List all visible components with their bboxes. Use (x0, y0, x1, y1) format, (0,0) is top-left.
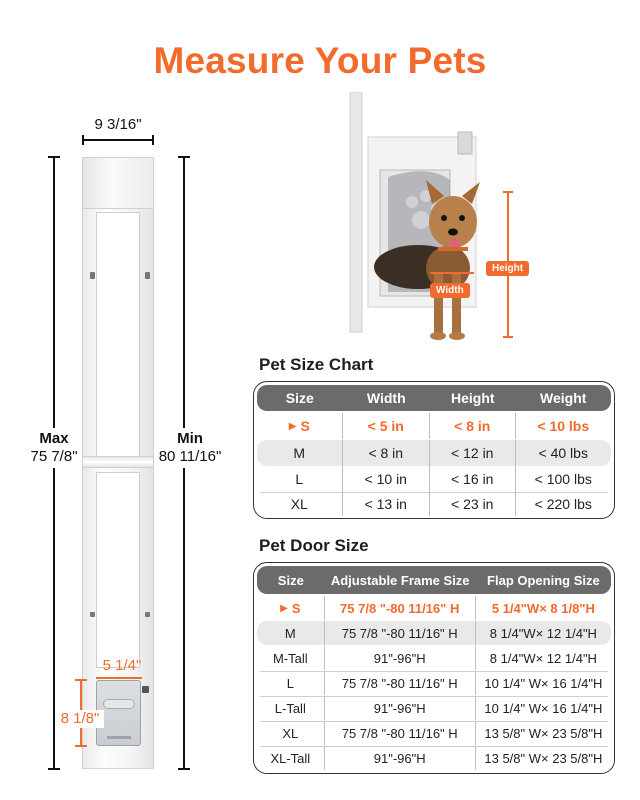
table-row (257, 746, 611, 770)
door-lower-glass (96, 472, 140, 668)
door-screw (90, 612, 95, 617)
table-cell: < 10 in (343, 466, 431, 492)
table-row (257, 466, 611, 492)
top-width-tick-left (82, 135, 84, 145)
max-value: 75 7/8" (30, 448, 78, 465)
table-row (257, 492, 611, 516)
selected-arrow-icon: ▶ (280, 602, 288, 614)
table-cell: 10 1/4" W× 16 1/4"H (484, 700, 603, 716)
header-cell: Size (277, 572, 304, 588)
flap-sticker (107, 736, 131, 739)
table-cell: 75 7/8 "-80 11/16" H (325, 671, 476, 695)
flap-width-line (96, 677, 142, 679)
dog-at-door-illustration (348, 92, 640, 354)
top-width-tick-right (152, 135, 154, 145)
max-tick-bottom (48, 768, 60, 770)
flap-height-tick-bottom (75, 745, 87, 747)
table-cell: < 10 lbs (537, 418, 590, 434)
door-screw (145, 272, 150, 279)
table-cell: M (257, 621, 325, 645)
table-cell: 13 5/8" W× 23 5/8"H (484, 750, 603, 766)
table-cell: 13 5/8" W× 23 5/8"H (484, 725, 603, 741)
table-cell: 8 1/4"W× 12 1/4"H (489, 625, 597, 641)
table-cell: XL (257, 721, 325, 745)
table-cell: XL-Tall (257, 746, 325, 770)
table-cell: 10 1/4" W× 16 1/4"H (484, 675, 603, 691)
table-cell: < 100 lbs (534, 471, 592, 487)
table-cell: 91"-96"H (325, 696, 476, 720)
table-cell: M (257, 440, 343, 466)
table-cell: < 13 in (343, 492, 431, 516)
min-tick-bottom (178, 768, 190, 770)
table-cell: < 16 in (430, 466, 516, 492)
header-cell: Weight (540, 390, 587, 406)
height-badge: Height (486, 261, 529, 276)
dog-photo (348, 92, 640, 354)
table-cell: L-Tall (257, 696, 325, 720)
table-cell: XL (257, 492, 343, 516)
selected-arrow-icon: ▶ (288, 420, 297, 432)
table-cell: < 8 in (430, 413, 516, 439)
table-cell: < 5 in (343, 413, 431, 439)
table-cell: < 12 in (430, 440, 516, 466)
door-header-panel (82, 157, 154, 209)
door-screw (90, 272, 95, 279)
table-row (257, 596, 611, 620)
table-cell: < 8 in (343, 440, 431, 466)
table-cell: < 220 lbs (534, 496, 592, 512)
size-chart-header-row (257, 385, 611, 411)
table-cell: 5 1/4"W× 8 1/8"H (491, 600, 595, 616)
header-cell: Width (366, 390, 406, 406)
table-cell: L (257, 671, 325, 695)
door-size-table (253, 562, 615, 774)
table-cell: 91"-96"H (325, 746, 476, 770)
table-row (257, 671, 611, 695)
table-cell: 8 1/4"W× 12 1/4"H (489, 650, 597, 666)
door-upper-glass (96, 212, 140, 458)
table-row (257, 621, 611, 645)
max-label: Max (39, 430, 69, 447)
flap-latch (142, 686, 149, 693)
door-size-title: Pet Door Size (259, 536, 369, 555)
table-cell: < 23 in (430, 492, 516, 516)
header-cell: Flap Opening Size (487, 572, 600, 588)
table-cell: ▶ S (257, 596, 325, 620)
table-row (257, 413, 611, 439)
top-width-line (82, 139, 154, 141)
table-cell: L (257, 466, 343, 492)
flap-height-label: 8 1/8" (56, 710, 104, 728)
door-mid-rail (82, 456, 154, 468)
table-row (257, 646, 611, 670)
max-tick-top (48, 156, 60, 158)
table-cell: 91"-96"H (325, 646, 476, 670)
door-screw (145, 612, 150, 617)
size-chart-table (253, 381, 615, 519)
table-cell: 75 7/8 "-80 11/16" H (325, 596, 476, 620)
min-value: 80 11/16" (158, 448, 222, 465)
min-dimension (150, 428, 230, 468)
size-chart-title: Pet Size Chart (259, 355, 374, 374)
width-badge: Width (430, 283, 470, 298)
header-cell: Adjustable Frame Size (330, 572, 470, 588)
flap-logo (103, 699, 135, 709)
door-size-header-row (257, 566, 611, 594)
min-tick-top (178, 156, 190, 158)
header-cell: Height (450, 390, 495, 406)
flap-height-tick-top (75, 679, 87, 681)
header-cell: Size (285, 390, 314, 406)
flap-width-label: 5 1/4" (102, 657, 142, 674)
table-row (257, 440, 611, 466)
min-label: Min (177, 430, 203, 447)
table-row (257, 721, 611, 745)
table-cell: 75 7/8 "-80 11/16" H (325, 721, 476, 745)
page-title: Measure Your Pets (153, 40, 487, 81)
table-cell: ▶ S (257, 413, 343, 439)
table-cell: < 40 lbs (538, 445, 588, 461)
table-row (257, 696, 611, 720)
table-cell: M-Tall (257, 646, 325, 670)
top-width-label: 9 3/16" (94, 116, 142, 133)
table-cell: 75 7/8 "-80 11/16" H (325, 621, 476, 645)
